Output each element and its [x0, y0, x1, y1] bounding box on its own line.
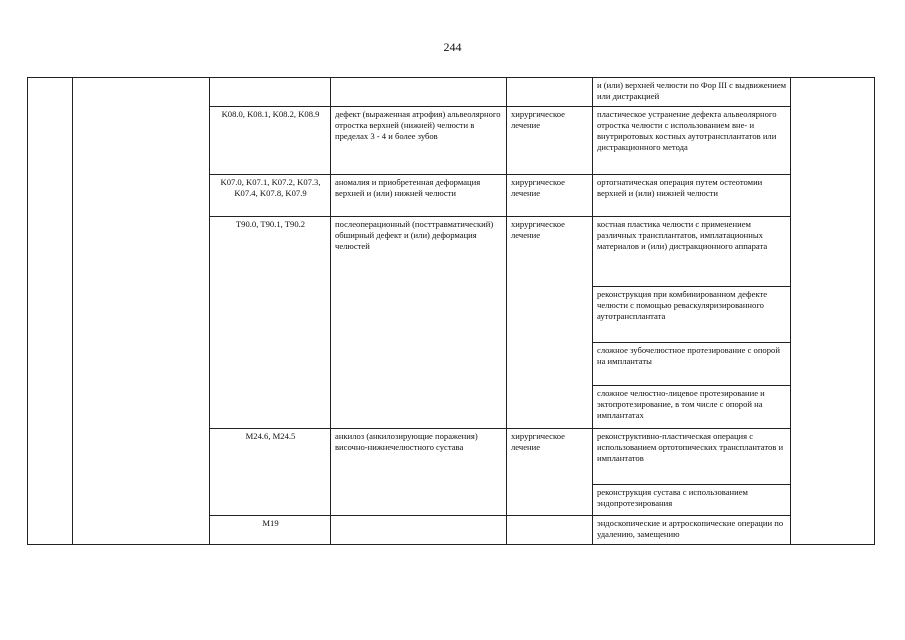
- treatment-method-cell: ортогнатическая операция путем остеотомии верхней и (или) нижней челюсти: [593, 175, 791, 217]
- icd-codes-cell: M24.6, M24.5: [210, 429, 331, 516]
- table-row: [28, 78, 875, 107]
- treatment-method-cell: костная пластика челюсти с применением различных трансплантатов, имплатационных материалов и (или) дистракционного аппарата: [593, 217, 791, 287]
- treatment-method-cell: реконструктивно-пластическая операция с использованием ортотопических трансплантатов и имплантатов: [593, 429, 791, 485]
- patient-model-cell: послеоперационный (посттравматический) обширный дефект и (или) деформация челюстей: [331, 217, 507, 429]
- icd-codes-cell: M19: [210, 516, 331, 545]
- icd-codes-cell: [210, 78, 331, 107]
- treatment-type-cell: хирургическое лечение: [507, 107, 593, 175]
- medical-procedures-table: [27, 77, 875, 545]
- treatment-type-cell: [507, 78, 593, 107]
- treatment-method-cell: сложное челюстно-лицевое протезирование и эктопротезирование, в том числе с опорой на имплантатах: [593, 386, 791, 429]
- icd-codes-cell: K08.0, K08.1, K08.2, K08.9: [210, 107, 331, 175]
- treatment-type-cell: хирургическое лечение: [507, 429, 593, 516]
- patient-model-cell: анкилоз (анкилозирующие поражения) височно-нижнечелюстного сустава: [331, 429, 507, 516]
- icd-codes-cell: K07.0, K07.1, K07.2, K07.3, K07.4, K07.8, K07.9: [210, 175, 331, 217]
- patient-model-cell: дефект (выраженная атрофия) альвеолярного отростка верхней (нижней) челюсти в пределах 3 - 4 и более зубов: [331, 107, 507, 175]
- treatment-type-cell: хирургическое лечение: [507, 175, 593, 217]
- treatment-method-cell: реконструкция сустава с использованием эндопротезирования: [593, 485, 791, 516]
- treatment-method-cell: пластическое устранение дефекта альвеолярного отростка челюсти с использованием вне- и внутриротовых костных аутотрансплантатов или дистракционного метода: [593, 107, 791, 175]
- treatment-type-cell: хирургическое лечение: [507, 217, 593, 429]
- page-number: 244: [443, 40, 462, 54]
- treatment-type-cell: [507, 516, 593, 545]
- treatment-method-cell: эндоскопические и артроскопические операции по удалению, замещению: [593, 516, 791, 545]
- treatment-method-cell: и (или) верхней челюсти по Фор III с выдвижением или дистракцией: [593, 78, 791, 107]
- treatment-method-cell: реконструкция при комбинированном дефекте челюсти с помощью реваскуляризированного аутотрансплантата: [593, 287, 791, 343]
- patient-model-cell: [331, 78, 507, 107]
- patient-model-cell: [331, 516, 507, 545]
- patient-model-cell: аномалия и приобретенная деформация верхней и (или) нижней челюсти: [331, 175, 507, 217]
- index-cell: [28, 78, 73, 545]
- icd-codes-cell: T90.0, T90.1, T90.2: [210, 217, 331, 429]
- profile-cell: [73, 78, 210, 545]
- treatment-method-cell: сложное зубочелюстное протезирование с опорой на имплантаты: [593, 343, 791, 386]
- cost-cell: [791, 78, 875, 545]
